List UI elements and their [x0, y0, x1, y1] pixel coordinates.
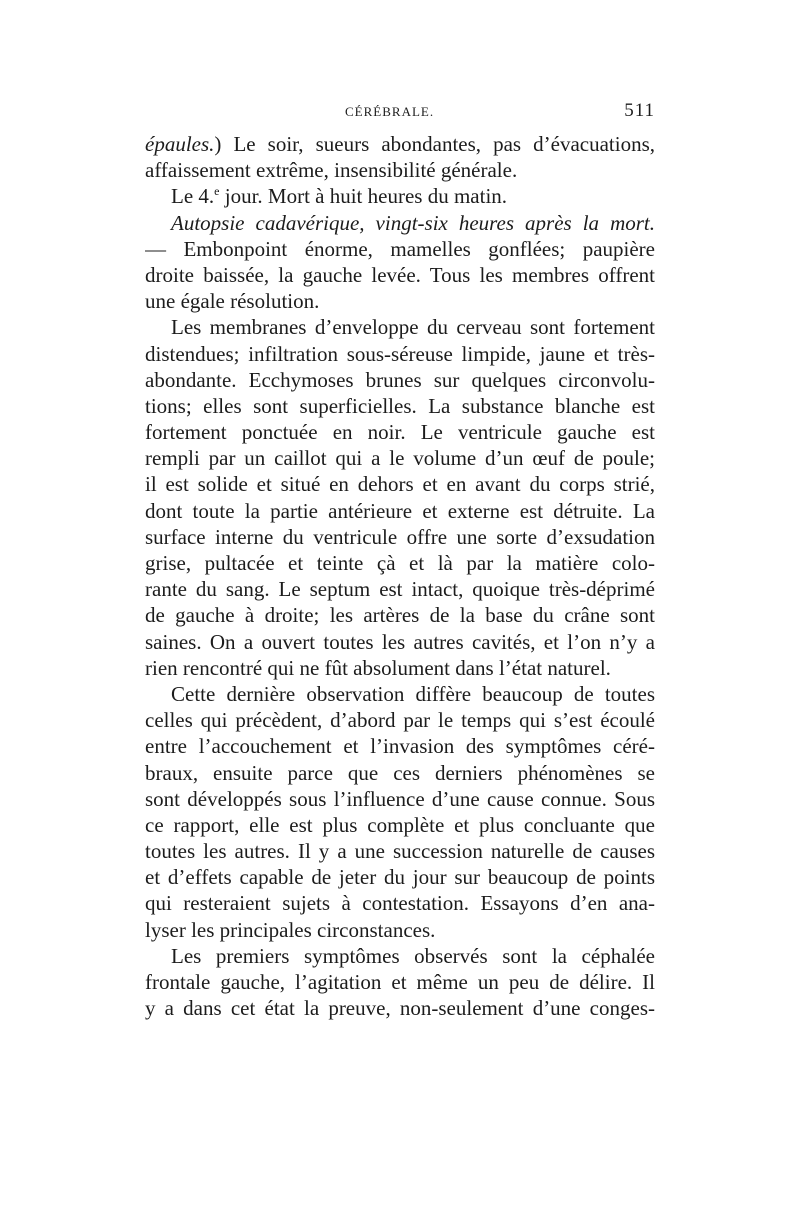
text-line: épaules.) Le soir, sueurs abondantes, pas d’évacuations, — [145, 132, 655, 156]
text-line: toutes les autres. Il y a une succession naturelle de causes — [145, 839, 655, 864]
text-line: grise, pultacée et teinte çà et là par la matière colo- — [145, 551, 655, 575]
text-line: fortement ponctuée en noir. Le ventricule gauche est — [145, 420, 655, 445]
text-line: frontale gauche, l’agitation et même un peu de délire. Il — [145, 970, 655, 994]
text-line: et d’effets capable de jeter du jour sur beaucoup de points — [145, 865, 655, 890]
text-line: abondante. Ecchymoses brunes sur quelques circonvolu- — [145, 367, 655, 392]
text-line: surface interne du ventricule offre une sorte d’exsudation — [145, 524, 655, 549]
text-line: — Embonpoint énorme, mamelles gonflées; paupière — [145, 236, 655, 261]
text-line: une égale résolution. — [145, 289, 320, 314]
text-line: Les premiers symptômes observés sont la céphalée — [171, 943, 655, 968]
text-line: sont développés sous l’influence d’une cause connue. Sous — [145, 786, 655, 811]
text-line: qui resteraient sujets à contestation. Essayons d’en ana- — [145, 891, 655, 916]
text-line: de gauche à droite; les artères de la base du crâne sont — [145, 603, 655, 628]
text-line: braux, ensuite parce que ces derniers phénomènes se — [145, 760, 655, 785]
text-line: affaissement extrême, insensibilité générale. — [145, 158, 518, 183]
text-line: distendues; infiltration sous-séreuse limpide, jaune et très- — [145, 341, 655, 366]
text-line: y a dans cet état la preuve, non-seulement d’une conges- — [145, 996, 655, 1021]
page-number: 511 — [624, 100, 655, 121]
text-line: rante du sang. Le septum est intact, quoique très-déprimé — [145, 577, 655, 602]
running-head — [145, 100, 655, 126]
text-line: lyser les principales circonstances. — [145, 917, 436, 942]
text-line: dont toute la partie antérieure et externe est détruite. La — [145, 498, 655, 523]
text-line: tions; elles sont superficielles. La substance blanche est — [145, 393, 655, 418]
text-line: il est solide et situé en dehors et en avant du corps strié, — [145, 472, 655, 497]
text-line: celles qui précèdent, d’abord par le temps qui s’est écoulé — [145, 708, 655, 733]
italic-word: épaules. — [145, 132, 215, 156]
text-line: saines. On a ouvert toutes les autres cavités, et l’on n’y a — [145, 629, 655, 654]
autopsy-heading: Autopsie cadavérique, vingt-six heures après la mort. — [171, 210, 655, 235]
text-line: Cette dernière observation diffère beaucoup de toutes — [171, 681, 655, 706]
text-line: ce rapport, elle est plus complète et plus concluante que — [145, 812, 655, 837]
text-line: rien rencontré qui ne fût absolument dans l’état naturel. — [145, 655, 611, 680]
text-line: rempli par un caillot qui a le volume d’un œuf de poule; — [145, 446, 655, 471]
text-line: entre l’accouchement et l’invasion des symptômes céré- — [145, 734, 655, 759]
text-line: Les membranes d’enveloppe du cerveau sont fortement — [171, 315, 655, 340]
body-text — [145, 131, 655, 1021]
text-line: droite baissée, la gauche levée. Tous les membres offrent — [145, 262, 655, 287]
running-title: CÉRÉBRALE. — [345, 104, 435, 119]
superscript: e — [214, 184, 220, 199]
text-line: Le 4.$^e$ jour. Mort à huit heures du matin. — [171, 184, 508, 209]
